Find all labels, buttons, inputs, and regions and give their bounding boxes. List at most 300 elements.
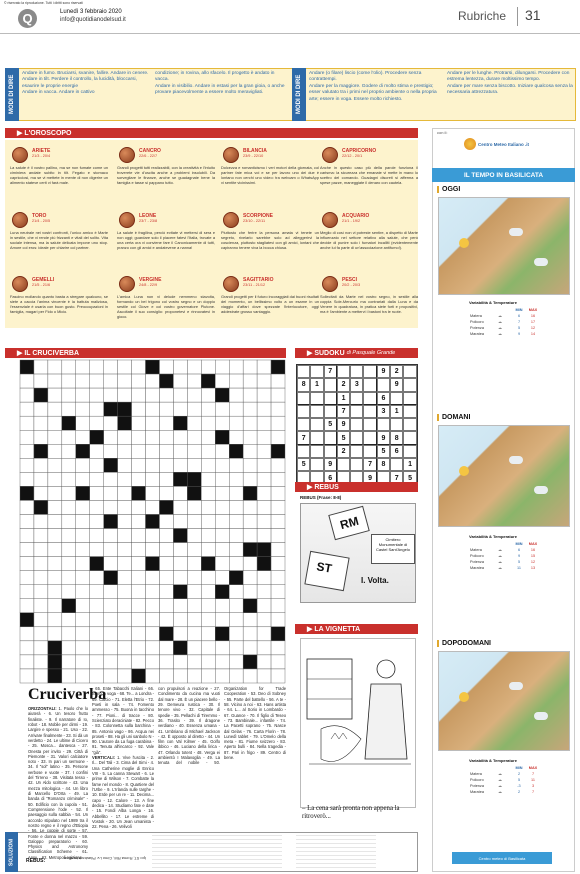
crossword-cell[interactable] xyxy=(62,360,76,374)
crossword-cell[interactable] xyxy=(229,458,243,472)
crossword-cell[interactable] xyxy=(173,388,187,402)
crossword-cell[interactable] xyxy=(20,655,34,669)
crossword-cell[interactable] xyxy=(132,514,146,528)
crossword-cell[interactable] xyxy=(118,599,132,613)
sudoku-cell[interactable]: 9 xyxy=(363,471,376,484)
crossword-cell[interactable] xyxy=(159,571,173,585)
sudoku-cell[interactable]: 2 xyxy=(337,378,350,391)
crossword-cell[interactable] xyxy=(159,585,173,599)
crossword-cell[interactable] xyxy=(90,571,104,585)
crossword-cell[interactable] xyxy=(229,655,243,669)
crossword-cell[interactable] xyxy=(243,599,257,613)
crossword-cell[interactable] xyxy=(90,543,104,557)
crossword-cell[interactable] xyxy=(257,655,271,669)
crossword-cell[interactable] xyxy=(187,599,201,613)
crossword-cell[interactable] xyxy=(271,571,285,585)
crossword-cell[interactable] xyxy=(90,374,104,388)
crossword-cell[interactable] xyxy=(243,529,257,543)
sudoku-cell[interactable]: 7 xyxy=(297,431,310,444)
crossword-cell[interactable] xyxy=(20,458,34,472)
crossword-cell[interactable] xyxy=(62,585,76,599)
sudoku-cell[interactable] xyxy=(310,431,323,444)
crossword-cell[interactable] xyxy=(271,360,285,374)
crossword-cell[interactable] xyxy=(173,472,187,486)
crossword-cell[interactable] xyxy=(271,613,285,627)
crossword-cell[interactable] xyxy=(48,360,62,374)
crossword-cell[interactable] xyxy=(229,360,243,374)
crossword-cell[interactable] xyxy=(215,486,229,500)
crossword-cell[interactable] xyxy=(118,557,132,571)
crossword-cell[interactable] xyxy=(62,543,76,557)
sudoku-cell[interactable] xyxy=(403,392,416,405)
crossword-cell[interactable] xyxy=(62,557,76,571)
crossword-cell[interactable] xyxy=(257,529,271,543)
crossword-cell[interactable] xyxy=(146,543,160,557)
crossword-cell[interactable] xyxy=(132,500,146,514)
crossword-cell[interactable] xyxy=(201,360,215,374)
crossword-cell[interactable] xyxy=(243,402,257,416)
crossword-cell[interactable] xyxy=(104,430,118,444)
sudoku-cell[interactable]: 9 xyxy=(377,431,390,444)
crossword-cell[interactable] xyxy=(76,529,90,543)
sudoku-cell[interactable]: 1 xyxy=(390,405,403,418)
sudoku-cell[interactable]: 1 xyxy=(403,458,416,471)
crossword-cell[interactable] xyxy=(187,627,201,641)
sudoku-cell[interactable] xyxy=(377,418,390,431)
crossword-cell[interactable] xyxy=(229,613,243,627)
crossword-cell[interactable] xyxy=(62,472,76,486)
crossword-cell[interactable] xyxy=(118,430,132,444)
sudoku-cell[interactable] xyxy=(363,365,376,378)
crossword-cell[interactable] xyxy=(229,430,243,444)
crossword-cell[interactable] xyxy=(90,444,104,458)
crossword-cell[interactable] xyxy=(104,388,118,402)
crossword-cell[interactable] xyxy=(257,486,271,500)
sudoku-cell[interactable]: 3 xyxy=(350,378,363,391)
crossword-cell[interactable] xyxy=(34,430,48,444)
crossword-cell[interactable] xyxy=(146,444,160,458)
sudoku-cell[interactable] xyxy=(324,405,337,418)
crossword-cell[interactable] xyxy=(34,655,48,669)
crossword-cell[interactable] xyxy=(201,557,215,571)
crossword-cell[interactable] xyxy=(215,599,229,613)
crossword-cell[interactable] xyxy=(118,585,132,599)
crossword-cell[interactable] xyxy=(201,599,215,613)
crossword-cell[interactable] xyxy=(243,458,257,472)
crossword-cell[interactable] xyxy=(132,599,146,613)
crossword-cell[interactable] xyxy=(20,430,34,444)
crossword-cell[interactable] xyxy=(243,430,257,444)
crossword-cell[interactable] xyxy=(201,486,215,500)
crossword-cell[interactable] xyxy=(201,613,215,627)
sudoku-cell[interactable] xyxy=(310,418,323,431)
crossword-cell[interactable] xyxy=(132,641,146,655)
crossword-cell[interactable] xyxy=(90,500,104,514)
crossword-cell[interactable] xyxy=(159,486,173,500)
crossword-cell[interactable] xyxy=(76,543,90,557)
sudoku-cell[interactable] xyxy=(403,378,416,391)
sudoku-cell[interactable]: 6 xyxy=(377,392,390,405)
crossword-cell[interactable] xyxy=(132,655,146,669)
crossword-cell[interactable] xyxy=(243,571,257,585)
crossword-cell[interactable] xyxy=(132,360,146,374)
crossword-cell[interactable] xyxy=(257,388,271,402)
crossword-cell[interactable] xyxy=(62,430,76,444)
crossword-cell[interactable] xyxy=(146,388,160,402)
crossword-cell[interactable] xyxy=(132,402,146,416)
crossword-cell[interactable] xyxy=(132,557,146,571)
crossword-cell[interactable] xyxy=(34,641,48,655)
crossword-cell[interactable] xyxy=(90,416,104,430)
crossword-cell[interactable] xyxy=(76,571,90,585)
crossword-cell[interactable] xyxy=(20,402,34,416)
sudoku-cell[interactable]: 2 xyxy=(390,365,403,378)
crossword-cell[interactable] xyxy=(215,360,229,374)
crossword-cell[interactable] xyxy=(271,627,285,641)
sudoku-cell[interactable] xyxy=(337,458,350,471)
crossword-cell[interactable] xyxy=(146,430,160,444)
crossword-cell[interactable] xyxy=(173,416,187,430)
sudoku-cell[interactable] xyxy=(310,458,323,471)
crossword-cell[interactable] xyxy=(118,514,132,528)
crossword-cell[interactable] xyxy=(173,486,187,500)
crossword-cell[interactable] xyxy=(76,599,90,613)
sudoku-cell[interactable] xyxy=(310,365,323,378)
sudoku-cell[interactable] xyxy=(297,405,310,418)
crossword-cell[interactable] xyxy=(104,571,118,585)
crossword-cell[interactable] xyxy=(62,514,76,528)
crossword-cell[interactable] xyxy=(215,458,229,472)
crossword-cell[interactable] xyxy=(201,500,215,514)
crossword-cell[interactable] xyxy=(215,641,229,655)
crossword-cell[interactable] xyxy=(229,529,243,543)
sudoku-cell[interactable] xyxy=(310,392,323,405)
crossword-cell[interactable] xyxy=(48,458,62,472)
crossword-cell[interactable] xyxy=(62,444,76,458)
crossword-cell[interactable] xyxy=(257,557,271,571)
crossword-cell[interactable] xyxy=(20,571,34,585)
crossword-cell[interactable] xyxy=(20,416,34,430)
crossword-cell[interactable] xyxy=(187,514,201,528)
sudoku-cell[interactable] xyxy=(297,418,310,431)
crossword-cell[interactable] xyxy=(90,599,104,613)
crossword-cell[interactable] xyxy=(76,444,90,458)
sudoku-cell[interactable] xyxy=(350,392,363,405)
crossword-cell[interactable] xyxy=(257,444,271,458)
crossword-cell[interactable] xyxy=(48,571,62,585)
crossword-cell[interactable] xyxy=(159,529,173,543)
crossword-cell[interactable] xyxy=(104,500,118,514)
crossword-cell[interactable] xyxy=(20,641,34,655)
crossword-cell[interactable] xyxy=(187,486,201,500)
crossword-cell[interactable] xyxy=(187,416,201,430)
sudoku-cell[interactable] xyxy=(363,392,376,405)
sudoku-cell[interactable] xyxy=(297,445,310,458)
crossword-cell[interactable] xyxy=(118,627,132,641)
crossword-cell[interactable] xyxy=(76,585,90,599)
sudoku-cell[interactable]: 9 xyxy=(390,378,403,391)
crossword-cell[interactable] xyxy=(271,514,285,528)
sudoku-cell[interactable] xyxy=(310,445,323,458)
crossword-cell[interactable] xyxy=(229,444,243,458)
crossword-cell[interactable] xyxy=(173,374,187,388)
crossword-cell[interactable] xyxy=(257,627,271,641)
crossword-cell[interactable] xyxy=(173,500,187,514)
crossword-cell[interactable] xyxy=(215,571,229,585)
crossword-cell[interactable] xyxy=(173,543,187,557)
crossword-cell[interactable] xyxy=(173,514,187,528)
crossword-cell[interactable] xyxy=(104,360,118,374)
crossword-cell[interactable] xyxy=(229,388,243,402)
crossword-cell[interactable] xyxy=(201,458,215,472)
crossword-cell[interactable] xyxy=(90,430,104,444)
crossword-cell[interactable] xyxy=(271,430,285,444)
crossword-cell[interactable] xyxy=(146,529,160,543)
crossword-cell[interactable] xyxy=(243,669,257,683)
crossword-cell[interactable] xyxy=(159,669,173,683)
crossword-cell[interactable] xyxy=(215,627,229,641)
crossword-cell[interactable] xyxy=(104,444,118,458)
crossword-cell[interactable] xyxy=(118,472,132,486)
crossword-cell[interactable] xyxy=(118,444,132,458)
crossword-cell[interactable] xyxy=(48,430,62,444)
crossword-cell[interactable] xyxy=(76,374,90,388)
crossword-cell[interactable] xyxy=(20,514,34,528)
crossword-cell[interactable] xyxy=(76,430,90,444)
crossword-cell[interactable] xyxy=(173,557,187,571)
crossword-cell[interactable] xyxy=(173,641,187,655)
crossword-cell[interactable] xyxy=(132,430,146,444)
crossword-cell[interactable] xyxy=(34,613,48,627)
crossword-cell[interactable] xyxy=(62,571,76,585)
crossword-cell[interactable] xyxy=(76,669,90,683)
crossword-cell[interactable] xyxy=(20,669,34,683)
crossword-cell[interactable] xyxy=(187,543,201,557)
sudoku-cell[interactable]: 2 xyxy=(337,445,350,458)
crossword-cell[interactable] xyxy=(173,444,187,458)
sudoku-cell[interactable]: 8 xyxy=(377,458,390,471)
crossword-cell[interactable] xyxy=(90,627,104,641)
crossword-cell[interactable] xyxy=(118,655,132,669)
crossword-cell[interactable] xyxy=(132,416,146,430)
sudoku-cell[interactable]: 1 xyxy=(337,392,350,405)
sudoku-cell[interactable] xyxy=(297,392,310,405)
crossword-cell[interactable] xyxy=(132,444,146,458)
crossword-cell[interactable] xyxy=(76,402,90,416)
crossword-cell[interactable] xyxy=(271,472,285,486)
crossword-cell[interactable] xyxy=(229,374,243,388)
crossword-cell[interactable] xyxy=(229,486,243,500)
crossword-cell[interactable] xyxy=(104,458,118,472)
crossword-cell[interactable] xyxy=(215,585,229,599)
sudoku-cell[interactable] xyxy=(390,392,403,405)
crossword-cell[interactable] xyxy=(90,655,104,669)
crossword-cell[interactable] xyxy=(229,585,243,599)
crossword-cell[interactable] xyxy=(187,655,201,669)
crossword-cell[interactable] xyxy=(271,543,285,557)
crossword-cell[interactable] xyxy=(90,458,104,472)
crossword-cell[interactable] xyxy=(132,669,146,683)
crossword-cell[interactable] xyxy=(257,599,271,613)
crossword-cell[interactable] xyxy=(215,416,229,430)
crossword-cell[interactable] xyxy=(229,669,243,683)
crossword-cell[interactable] xyxy=(62,613,76,627)
crossword-cell[interactable] xyxy=(48,500,62,514)
crossword-cell[interactable] xyxy=(243,655,257,669)
crossword-cell[interactable] xyxy=(34,458,48,472)
sudoku-cell[interactable] xyxy=(350,445,363,458)
crossword-cell[interactable] xyxy=(76,500,90,514)
crossword-cell[interactable] xyxy=(34,444,48,458)
crossword-cell[interactable] xyxy=(104,514,118,528)
sudoku-cell[interactable] xyxy=(350,405,363,418)
crossword-cell[interactable] xyxy=(257,613,271,627)
sudoku-cell[interactable]: 7 xyxy=(363,458,376,471)
crossword-cell[interactable] xyxy=(104,416,118,430)
crossword-cell[interactable] xyxy=(90,641,104,655)
crossword-cell[interactable] xyxy=(146,557,160,571)
crossword-cell[interactable] xyxy=(271,655,285,669)
crossword-cell[interactable] xyxy=(159,613,173,627)
crossword-cell[interactable] xyxy=(257,514,271,528)
crossword-cell[interactable] xyxy=(104,585,118,599)
crossword-cell[interactable] xyxy=(146,627,160,641)
crossword-cell[interactable] xyxy=(34,402,48,416)
crossword-cell[interactable] xyxy=(62,627,76,641)
sudoku-cell[interactable] xyxy=(324,378,337,391)
crossword-cell[interactable] xyxy=(215,500,229,514)
crossword-cell[interactable] xyxy=(118,402,132,416)
crossword-cell[interactable] xyxy=(76,557,90,571)
crossword-cell[interactable] xyxy=(257,416,271,430)
crossword-grid[interactable] xyxy=(20,360,285,683)
crossword-cell[interactable] xyxy=(34,486,48,500)
sudoku-cell[interactable] xyxy=(403,445,416,458)
crossword-cell[interactable] xyxy=(229,641,243,655)
crossword-cell[interactable] xyxy=(159,627,173,641)
crossword-cell[interactable] xyxy=(48,486,62,500)
crossword-cell[interactable] xyxy=(104,641,118,655)
crossword-cell[interactable] xyxy=(132,388,146,402)
sudoku-cell[interactable] xyxy=(324,392,337,405)
crossword-cell[interactable] xyxy=(90,486,104,500)
crossword-cell[interactable] xyxy=(132,571,146,585)
sudoku-cell[interactable]: 3 xyxy=(377,405,390,418)
crossword-cell[interactable] xyxy=(146,655,160,669)
crossword-cell[interactable] xyxy=(132,613,146,627)
crossword-cell[interactable] xyxy=(243,543,257,557)
crossword-cell[interactable] xyxy=(104,557,118,571)
crossword-cell[interactable] xyxy=(104,599,118,613)
crossword-cell[interactable] xyxy=(201,444,215,458)
crossword-cell[interactable] xyxy=(159,641,173,655)
crossword-cell[interactable] xyxy=(271,416,285,430)
crossword-cell[interactable] xyxy=(201,669,215,683)
crossword-cell[interactable] xyxy=(146,486,160,500)
crossword-cell[interactable] xyxy=(146,514,160,528)
crossword-cell[interactable] xyxy=(20,627,34,641)
crossword-cell[interactable] xyxy=(243,613,257,627)
crossword-cell[interactable] xyxy=(118,360,132,374)
crossword-cell[interactable] xyxy=(48,627,62,641)
crossword-cell[interactable] xyxy=(271,669,285,683)
crossword-cell[interactable] xyxy=(187,529,201,543)
crossword-cell[interactable] xyxy=(118,529,132,543)
crossword-cell[interactable] xyxy=(243,514,257,528)
crossword-cell[interactable] xyxy=(118,641,132,655)
crossword-cell[interactable] xyxy=(271,374,285,388)
crossword-cell[interactable] xyxy=(201,543,215,557)
crossword-cell[interactable] xyxy=(34,585,48,599)
crossword-cell[interactable] xyxy=(104,402,118,416)
crossword-cell[interactable] xyxy=(159,360,173,374)
crossword-cell[interactable] xyxy=(173,627,187,641)
crossword-cell[interactable] xyxy=(34,529,48,543)
sudoku-cell[interactable] xyxy=(297,365,310,378)
crossword-cell[interactable] xyxy=(20,500,34,514)
crossword-cell[interactable] xyxy=(215,669,229,683)
crossword-cell[interactable] xyxy=(48,599,62,613)
crossword-cell[interactable] xyxy=(90,613,104,627)
crossword-cell[interactable] xyxy=(187,613,201,627)
crossword-cell[interactable] xyxy=(104,655,118,669)
crossword-cell[interactable] xyxy=(90,402,104,416)
crossword-cell[interactable] xyxy=(187,430,201,444)
crossword-cell[interactable] xyxy=(62,641,76,655)
sudoku-grid[interactable] xyxy=(296,364,418,486)
crossword-cell[interactable] xyxy=(62,416,76,430)
sudoku-cell[interactable]: 6 xyxy=(324,471,337,484)
crossword-cell[interactable] xyxy=(62,655,76,669)
crossword-cell[interactable] xyxy=(132,627,146,641)
crossword-cell[interactable] xyxy=(229,514,243,528)
crossword-cell[interactable] xyxy=(229,571,243,585)
crossword-cell[interactable] xyxy=(20,444,34,458)
crossword-cell[interactable] xyxy=(90,529,104,543)
crossword-cell[interactable] xyxy=(271,458,285,472)
crossword-cell[interactable] xyxy=(201,514,215,528)
crossword-cell[interactable] xyxy=(34,472,48,486)
crossword-cell[interactable] xyxy=(146,669,160,683)
crossword-cell[interactable] xyxy=(187,458,201,472)
crossword-cell[interactable] xyxy=(132,458,146,472)
crossword-cell[interactable] xyxy=(257,430,271,444)
sudoku-cell[interactable] xyxy=(403,431,416,444)
crossword-cell[interactable] xyxy=(34,543,48,557)
crossword-cell[interactable] xyxy=(187,669,201,683)
crossword-cell[interactable] xyxy=(34,388,48,402)
crossword-cell[interactable] xyxy=(173,529,187,543)
crossword-cell[interactable] xyxy=(20,486,34,500)
crossword-cell[interactable] xyxy=(257,500,271,514)
crossword-cell[interactable] xyxy=(62,599,76,613)
crossword-cell[interactable] xyxy=(48,388,62,402)
crossword-cell[interactable] xyxy=(146,416,160,430)
crossword-cell[interactable] xyxy=(201,430,215,444)
crossword-cell[interactable] xyxy=(173,613,187,627)
crossword-cell[interactable] xyxy=(215,374,229,388)
crossword-cell[interactable] xyxy=(243,585,257,599)
crossword-cell[interactable] xyxy=(76,486,90,500)
crossword-cell[interactable] xyxy=(104,627,118,641)
crossword-cell[interactable] xyxy=(48,374,62,388)
crossword-cell[interactable] xyxy=(201,641,215,655)
sudoku-cell[interactable]: 5 xyxy=(337,431,350,444)
crossword-cell[interactable] xyxy=(62,374,76,388)
sudoku-cell[interactable] xyxy=(324,431,337,444)
sudoku-cell[interactable] xyxy=(363,445,376,458)
crossword-cell[interactable] xyxy=(201,388,215,402)
